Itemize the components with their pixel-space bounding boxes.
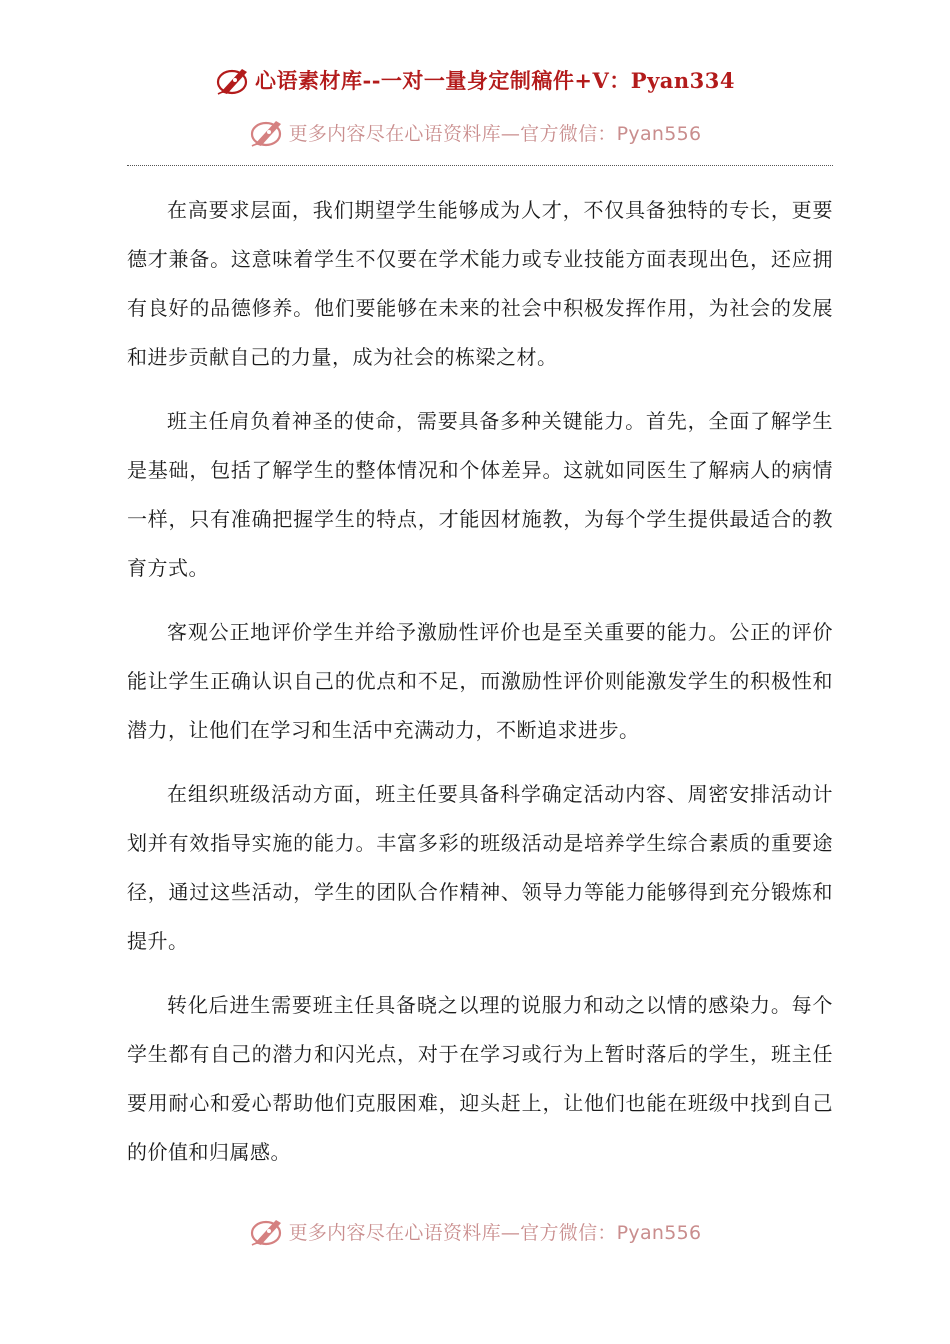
document-body <box>127 186 833 1192</box>
pen-nib-logo-faded-icon <box>249 1214 287 1248</box>
footer-row <box>0 1211 950 1251</box>
footer-wechat-id: Pyan556 <box>616 1221 702 1244</box>
paragraph: 在高要求层面，我们期望学生能够成为人才，不仅具备独特的专长，更要德才兼备。这意味着学生不仅要在学术能力或专业技能方面表现出色，还应拥有良好的品德修养。他们要能够在未来的社会中积极发挥作用，为社会的发展和进步贡献自己的力量，成为社会的栋梁之材。 <box>127 198 833 369</box>
paragraph: 在组织班级活动方面，班主任要具备科学确定活动内容、周密安排活动计划并有效指导实施的能力。丰富多彩的班级活动是培养学生综合素质的重要途径，通过这些活动，学生的团队合作精神、领导力等能力能够得到充分锻炼和提升。 <box>127 782 833 953</box>
header-wechat-id: Pyan556 <box>616 122 702 145</box>
footer-main-text: 更多内容尽在心语资料库—官方微信： <box>288 1221 617 1244</box>
header-subtitle-row <box>0 112 950 152</box>
header-title-row <box>0 60 950 100</box>
header-title: 心语素材库--一对一量身定制稿件+V：Pyan334 <box>254 68 736 93</box>
header-divider <box>127 165 833 166</box>
paragraph: 转化后进生需要班主任具备晓之以理的说服力和动之以情的感染力。每个学生都有自己的潜力和闪光点，对于在学习或行为上暂时落后的学生，班主任要用耐心和爱心帮助他们克服困难，迎头赶上，让他们也能在班级中找到自己的价值和归属感。 <box>127 993 833 1164</box>
pen-nib-logo-icon <box>215 63 253 97</box>
header-subtitle <box>289 119 702 146</box>
footer-text <box>289 1218 702 1245</box>
header-subtitle-text: 更多内容尽在心语资料库—官方微信： <box>288 122 617 145</box>
pen-nib-logo-faded-icon <box>249 115 287 149</box>
paragraph: 客观公正地评价学生并给予激励性评价也是至关重要的能力。公正的评价能让学生正确认识自己的优点和不足，而激励性评价则能激发学生的积极性和潜力，让他们在学习和生活中充满动力，不断追求进步。 <box>127 620 833 742</box>
paragraph: 班主任肩负着神圣的使命，需要具备多种关键能力。首先，全面了解学生是基础，包括了解学生的整体情况和个体差异。这就如同医生了解病人的病情一样，只有准确把握学生的特点，才能因材施教，为每个学生提供最适合的教育方式。 <box>127 409 833 580</box>
